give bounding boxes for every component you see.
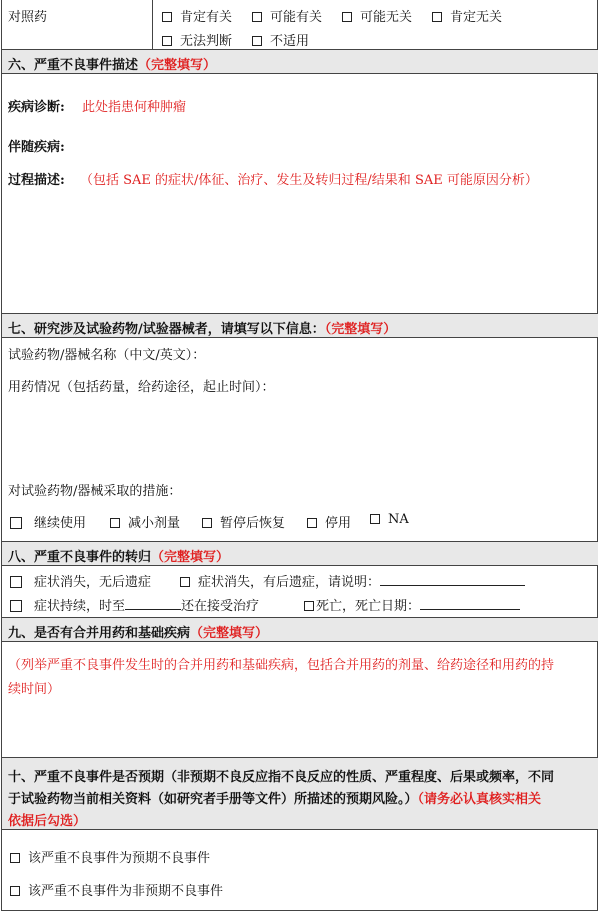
section-6-note: （完整填写）: [138, 58, 217, 73]
sequelae-blank[interactable]: [380, 573, 525, 586]
checkbox-icon: [252, 12, 262, 22]
measure-continue[interactable]: 继续使用: [10, 512, 86, 531]
outcome-ongoing[interactable]: 症状持续，时至 还在接受治疗: [10, 595, 259, 614]
section-9-title: 九、是否有合并用药和基础疾病: [8, 626, 191, 641]
death-date-blank[interactable]: [420, 597, 520, 610]
section-7-title: 七、研究涉及试验药物/试验器械者，请填写以下信息：: [8, 322, 325, 337]
checkbox-icon: [307, 518, 317, 528]
process-hint: （包括 SAE 的症状/体征、治疗、发生及转归过程/结果和 SAE 可能原因分析）: [80, 173, 538, 188]
control-drug-label: 对照药: [8, 10, 48, 25]
outcome-recovered[interactable]: 症状消失，无后遗症: [10, 571, 151, 590]
section-7-note: （完整填写）: [324, 322, 397, 337]
checkbox-icon: [304, 601, 314, 611]
measure-stop[interactable]: 停用: [307, 512, 351, 531]
section-8-title: 八、严重不良事件的转归: [8, 550, 152, 565]
checkbox-icon: [10, 576, 22, 588]
checkbox-icon: [162, 36, 172, 46]
checkbox-icon: [162, 12, 172, 22]
section-6-body[interactable]: [2, 74, 598, 314]
checkbox-icon: [432, 12, 442, 22]
process-label: 过程描述:: [8, 173, 65, 188]
section-9-hint-line1: （列举严重不良事件发生时的合并用药和基础疾病，包括合并用药的剂量、给药途径和用药的持: [8, 658, 555, 673]
section-7-header: [2, 314, 598, 338]
section-9-header: [2, 618, 598, 642]
option-probably-unrelated[interactable]: 可能无关: [342, 6, 412, 25]
drug-name-label: 试验药物/器械名称（中文/英文）：: [8, 348, 206, 363]
section-8-note: （完整填写）: [151, 550, 230, 565]
measure-reduce-dose[interactable]: 减小剂量: [110, 512, 180, 531]
control-drug-row: [2, 0, 598, 50]
ongoing-date-blank[interactable]: [125, 597, 181, 610]
option-definitely-related[interactable]: 肯定有关: [162, 6, 232, 25]
section-10-note-a: （请务必认真核实相关: [417, 792, 542, 807]
measure-na[interactable]: NA: [370, 512, 409, 527]
checkbox-icon: [342, 12, 352, 22]
checkbox-icon: [10, 600, 22, 612]
outcome-death[interactable]: 死亡，死亡日期：: [304, 595, 520, 614]
diagnosis-label: 疾病诊断:: [8, 100, 65, 115]
section-8-header: [2, 542, 598, 566]
section-7-body[interactable]: [2, 338, 598, 542]
option-probably-related[interactable]: 可能有关: [252, 6, 322, 25]
section-9-body[interactable]: [2, 642, 598, 758]
option-undeterminable[interactable]: 无法判断: [162, 30, 232, 49]
checkbox-icon: [10, 886, 20, 896]
section-10-title-line1: 十、严重不良事件是否预期（非预期不良反应指不良反应的性质、严重程度、后果或频率，不同: [8, 770, 555, 785]
option-unexpected[interactable]: 该严重不良事件为非预期不良事件: [10, 880, 223, 899]
measures-label: 对试验药物/器械采取的措施：: [8, 484, 182, 499]
checkbox-icon: [110, 518, 120, 528]
section-6-title: 六、严重不良事件描述: [8, 58, 139, 73]
section-10-note-b: 依据后勾选）: [8, 814, 87, 829]
usage-label: 用药情况（包括药量，给药途径，起止时间）：: [8, 380, 275, 395]
section-9-hint-line2: 续时间）: [8, 682, 61, 697]
section-9-note: （完整填写）: [190, 626, 269, 641]
checkbox-icon: [252, 36, 262, 46]
section-6-header: [2, 50, 598, 74]
checkbox-icon: [10, 853, 20, 863]
measure-pause-resume[interactable]: 暂停后恢复: [202, 512, 285, 531]
concomitant-label: 伴随疾病:: [8, 140, 65, 155]
option-not-applicable[interactable]: 不适用: [252, 30, 309, 49]
checkbox-icon: [202, 518, 212, 528]
diagnosis-hint: 此处指患何种肿瘤: [82, 100, 187, 115]
checkbox-icon: [370, 514, 380, 524]
option-definitely-unrelated[interactable]: 肯定无关: [432, 6, 502, 25]
form-frame: [1, 0, 598, 911]
section-10-body: [2, 830, 598, 911]
section-10-title-line2: 于试验药物当前相关资料（如研究者手册等文件）所描述的预期风险。）（请务必认真核实相关: [8, 792, 542, 807]
outcome-recovered-sequelae[interactable]: 症状消失，有后遗症，请说明：: [180, 571, 525, 590]
checkbox-icon: [180, 577, 190, 587]
option-expected[interactable]: 该严重不良事件为预期不良事件: [10, 847, 210, 866]
column-divider: [152, 0, 153, 50]
checkbox-icon: [10, 517, 22, 529]
section-8-body: [2, 566, 598, 618]
section-10-header: [2, 758, 598, 830]
